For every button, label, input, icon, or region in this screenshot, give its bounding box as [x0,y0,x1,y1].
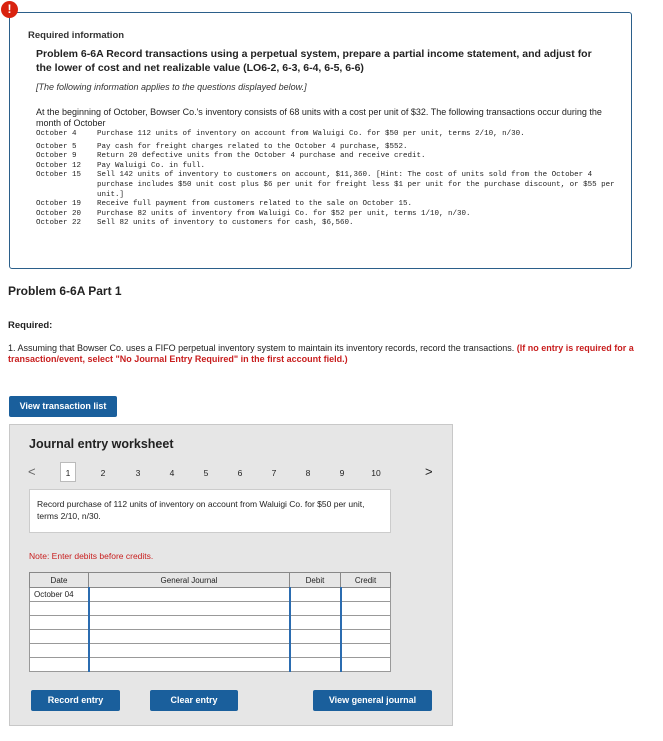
credit-input[interactable] [341,602,391,616]
page-5[interactable]: 5 [203,468,209,478]
page-10[interactable]: 10 [371,468,381,478]
page-8[interactable]: 8 [305,468,311,478]
transaction-date: October 15 [36,171,82,180]
transaction-row [36,162,626,172]
view-general-journal-button[interactable]: View general journal [313,690,432,711]
chevron-right-icon[interactable]: > [425,464,433,479]
instruction [8,343,648,365]
credit-header: Credit [341,573,391,588]
instruction-text: 1. Assuming that Bowser Co. uses a FIFO perpetual inventory system to maintain its inventory records, record the transactions. [8,343,515,353]
page-9[interactable]: 9 [339,468,345,478]
debit-header: Debit [290,573,341,588]
general-journal-header: General Journal [89,573,290,588]
transaction-row [36,140,626,153]
transaction-date: October 4 [36,130,77,138]
transaction-description: Record purchase of 112 units of inventory on account from Waluigi Co. for $50 per unit, terms 2/10, n/30. [37,499,365,521]
part-title: Problem 6-6A Part 1 [8,284,122,298]
transaction-desc: Sell 82 units of inventory to customers for cash, $6,560. [97,219,354,228]
credit-input[interactable] [341,616,391,630]
debit-input[interactable] [290,602,341,616]
clear-entry-button[interactable]: Clear entry [150,690,238,711]
credit-input[interactable] [341,658,391,672]
account-input[interactable] [89,630,290,644]
debit-input[interactable] [290,630,341,644]
credit-input[interactable] [341,588,391,602]
table-row [30,616,391,630]
date-cell [30,602,89,616]
transaction-desc: Receive full payment from customers related to the sale on October 15. [97,200,413,209]
transaction-desc: Purchase 82 units of inventory from Waluigi Co. for $52 per unit, terms 1/10, n/30. [97,209,471,218]
table-row [30,644,391,658]
debit-input[interactable] [290,658,341,672]
account-input[interactable] [89,616,290,630]
required-label: Required: [8,320,53,331]
journal-table [29,572,391,672]
transaction-list [36,130,626,229]
transaction-row [36,171,626,200]
credit-input[interactable] [341,644,391,658]
transaction-row [36,219,626,229]
page-3[interactable]: 3 [135,468,141,478]
date-cell [30,658,89,672]
transaction-desc: Return 20 defective units from the October 4 purchase and receive credit. [97,152,426,161]
page-7[interactable]: 7 [271,468,277,478]
chevron-left-icon[interactable]: < [28,464,36,479]
date-cell: October 04 [30,588,89,602]
page-4[interactable]: 4 [169,468,175,478]
date-cell [30,616,89,630]
info-note: [The following information applies to the questions displayed below.] [36,82,307,92]
transaction-row [36,200,626,210]
page-2[interactable]: 2 [100,468,106,478]
table-row [30,588,391,602]
transaction-date: October 19 [36,200,82,209]
account-input[interactable] [89,588,290,602]
transaction-date: October 9 [36,152,77,161]
worksheet-title: Journal entry worksheet [29,437,174,451]
transaction-desc: Pay cash for freight charges related to the October 4 purchase, $552. [97,142,408,151]
transaction-date: October 20 [36,209,82,218]
table-row [30,602,391,616]
transaction-desc: Sell 142 units of inventory to customers on account, $11,360. [Hint: The cost of units sold from the October 4 purchase includes $50 unit cost plus $6 per unit for freight less $1 per unit for the purchase discount, or $55 per unit.] [97,171,615,199]
view-transaction-list-button[interactable]: View transaction list [9,396,117,417]
date-header: Date [30,573,89,588]
page-1[interactable]: 1 [60,462,76,482]
transaction-desc: Purchase 112 units of inventory on account from Waluigi Co. for $50 per unit, terms 2/10, n/30. [97,130,525,138]
transaction-desc: Pay Waluigi Co. in full. [97,161,206,170]
transaction-date: October 5 [36,142,77,151]
account-input[interactable] [89,644,290,658]
transaction-date: October 12 [36,161,82,170]
problem-intro: At the beginning of October, Bowser Co.'s inventory consists of 68 units with a cost per unit of $32. The following transactions occur during the month of October [36,107,602,128]
required-information-heading: Required information [28,30,125,41]
credit-input[interactable] [341,630,391,644]
problem-title: Problem 6-6A Record transactions using a perpetual system, prepare a partial income statement, and adjust for the lower of cost and net realizable value (LO6-2, 6-3, 6-4, 6-5, 6-6) [36,48,592,74]
transaction-row [36,152,626,162]
account-input[interactable] [89,658,290,672]
page-6[interactable]: 6 [237,468,243,478]
date-cell [30,630,89,644]
table-row [30,658,391,672]
transaction-row [36,130,626,140]
instruction-warning: (If no entry is required for a transaction/event, select "No Journal Entry Required" in the first account field.) [8,343,634,364]
debit-input[interactable] [290,644,341,658]
debit-input[interactable] [290,588,341,602]
account-input[interactable] [89,602,290,616]
record-entry-button[interactable]: Record entry [31,690,120,711]
debit-input[interactable] [290,616,341,630]
date-cell [30,644,89,658]
table-row [30,630,391,644]
alert-icon: ! [1,1,18,18]
transaction-row [36,210,626,220]
transaction-date: October 22 [36,219,82,228]
debit-credit-note: Note: Enter debits before credits. [29,551,154,561]
